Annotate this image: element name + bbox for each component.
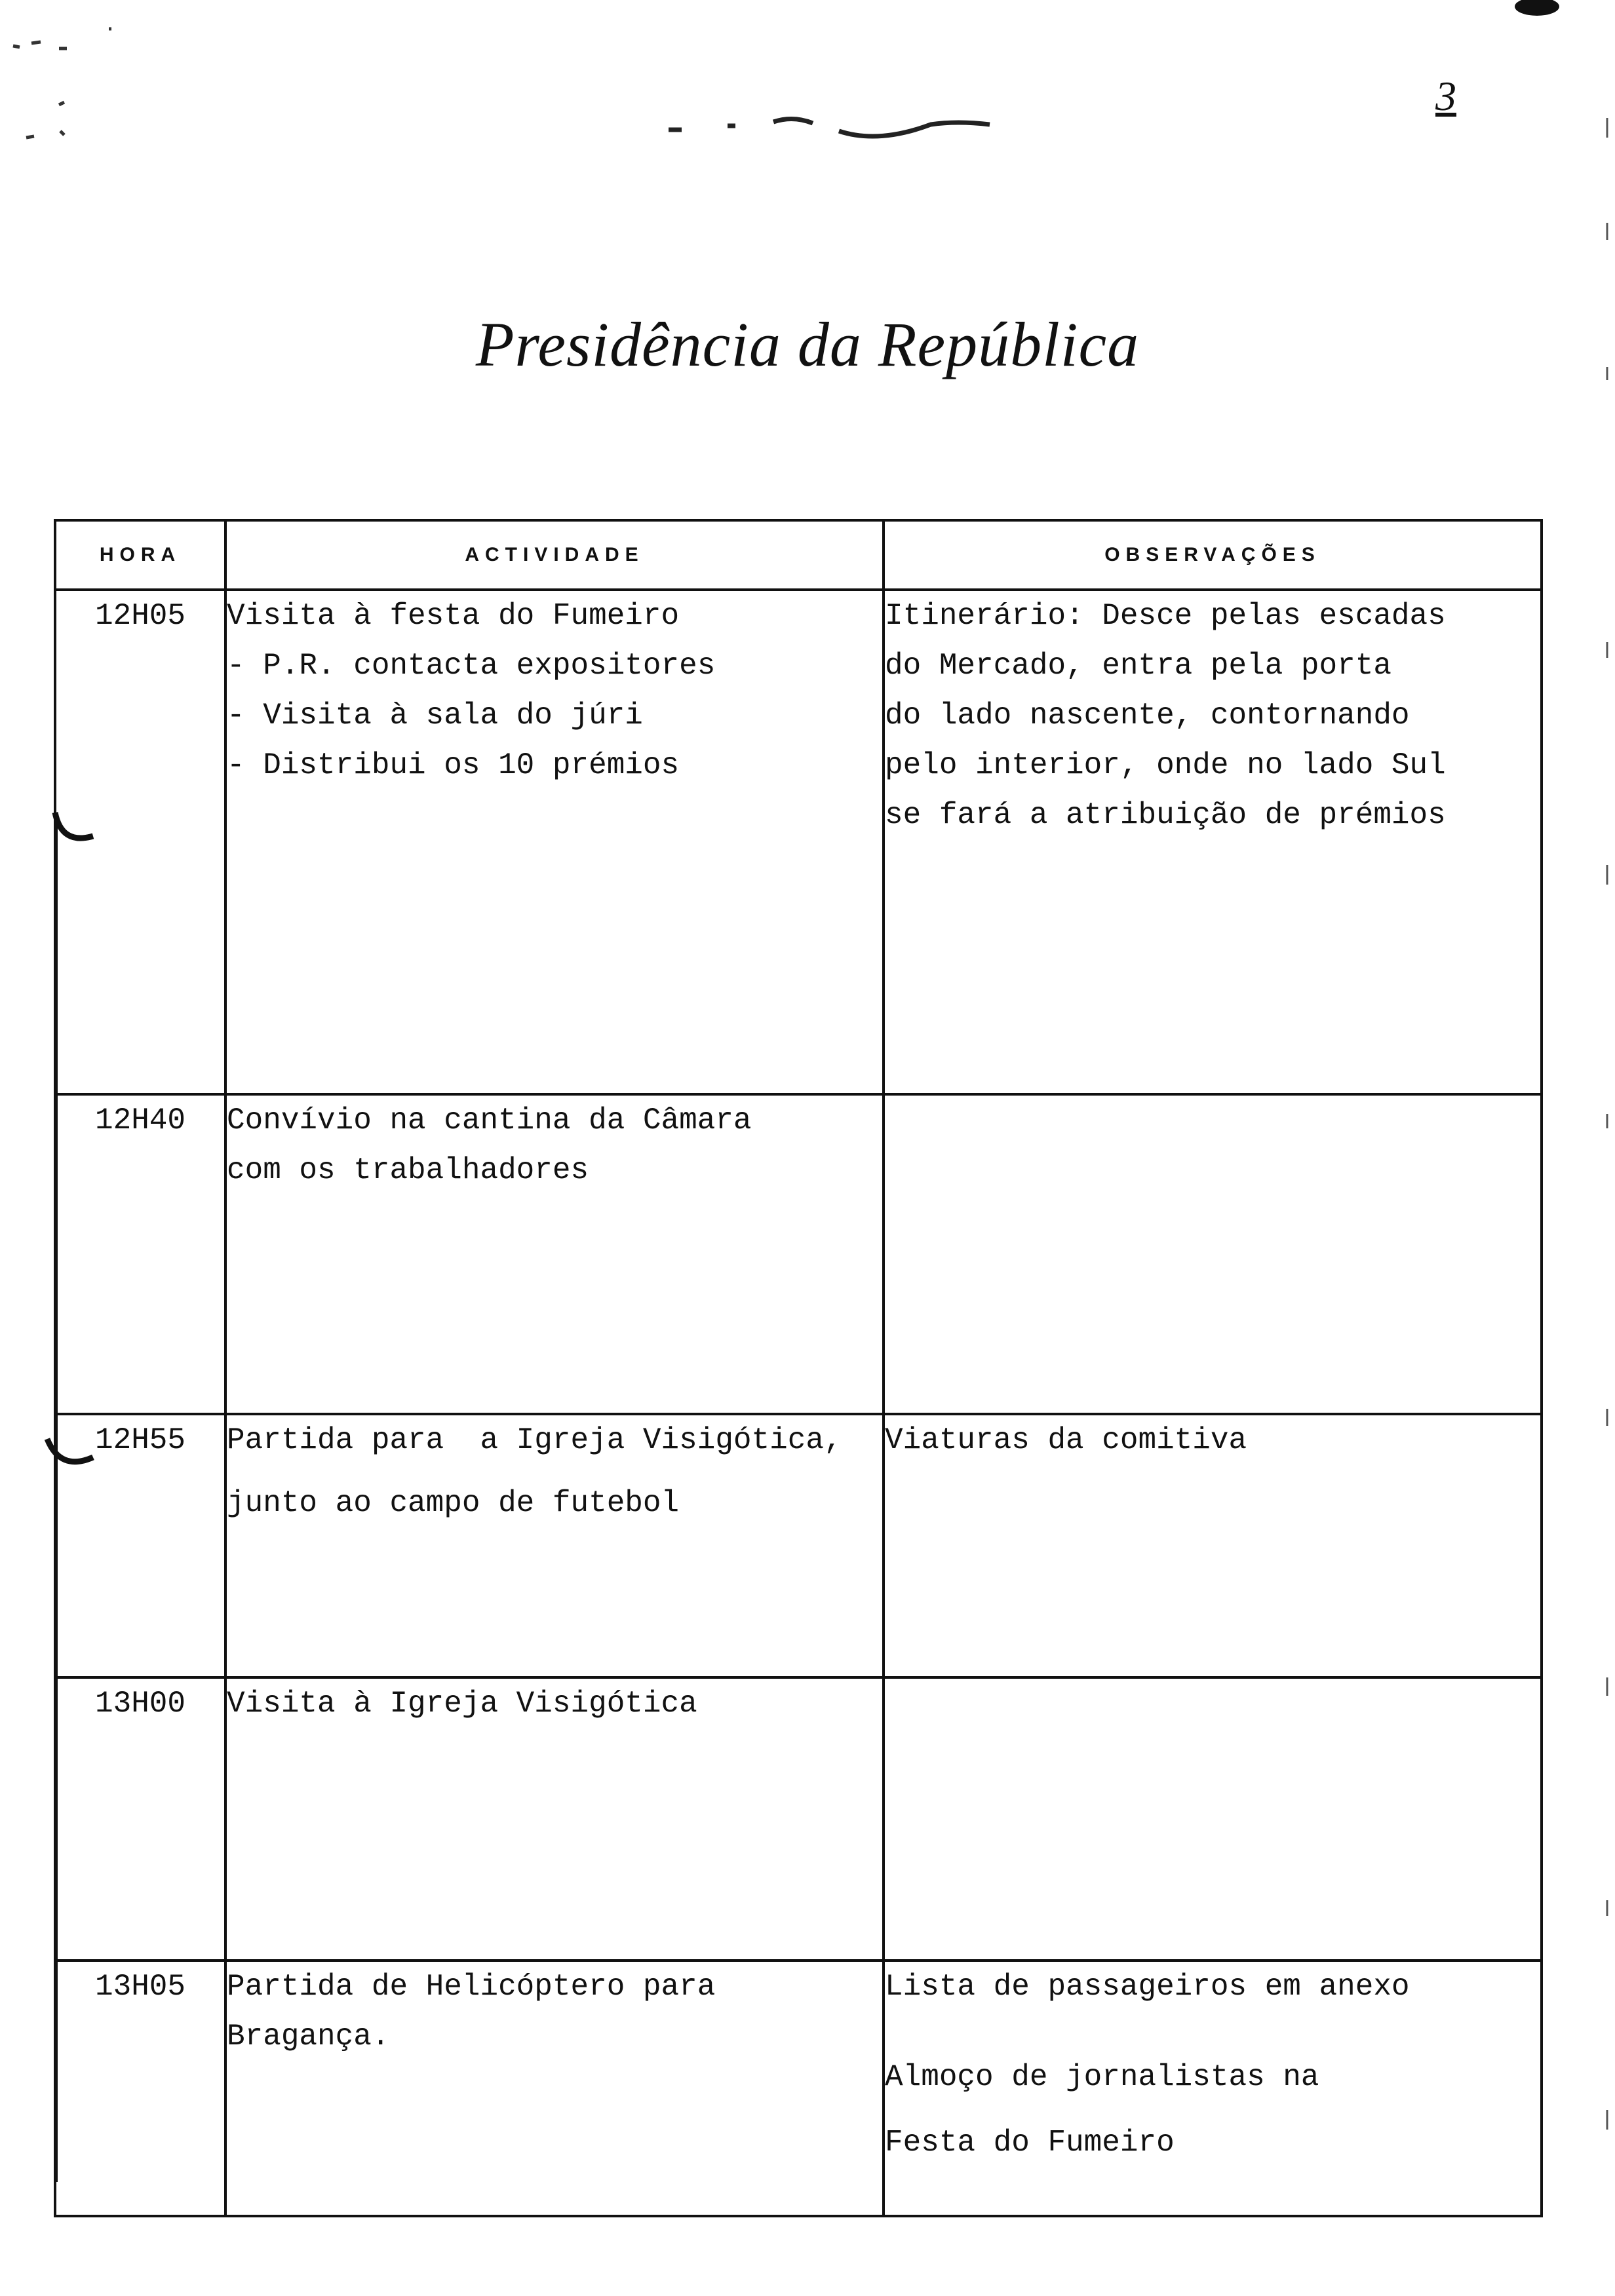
observacoes-cell [884, 590, 1542, 1094]
header-hora: HORA [55, 520, 225, 590]
actividade-line: com os trabalhadores [227, 1153, 589, 1187]
actividade-cell [225, 1414, 884, 1677]
schedule-table [54, 519, 1543, 2217]
actividade-line: Visita à festa do Fumeiro [227, 599, 680, 633]
actividade-cell [225, 1094, 884, 1414]
actividade-line: - P.R. contacta expositores [227, 649, 716, 683]
hora-cell: 12H55 [55, 1414, 225, 1677]
table-row [55, 1961, 1542, 2216]
table-row [55, 590, 1542, 1094]
table-row [55, 1414, 1542, 1677]
hora-cell: 13H00 [55, 1677, 225, 1961]
corner-ink-blot [1515, 0, 1559, 16]
actividade-line: Partida de Helicóptero para [227, 1970, 716, 2004]
observacoes-line: pelo interior, onde no lado Sul [885, 748, 1446, 782]
header-row [55, 520, 1542, 590]
table-row [55, 1094, 1542, 1414]
observacoes-line: Almoço de jornalistas na [885, 2060, 1319, 2094]
hora-cell: 13H05 [55, 1961, 225, 2216]
top-left-specks [13, 29, 111, 138]
observacoes-cell [884, 1414, 1542, 1677]
actividade-line: - Distribui os 10 prémios [227, 748, 680, 782]
observacoes-line: Festa do Fumeiro [885, 2126, 1175, 2160]
observacoes-line: se fará a atribuição de prémios [885, 798, 1446, 832]
table-row [55, 1677, 1542, 1961]
header-actividade: ACTIVIDADE [225, 520, 884, 590]
observacoes-cell [884, 1677, 1542, 1961]
actividade-line: Bragança. [227, 2019, 390, 2054]
smudge-top [669, 119, 990, 136]
header-observacoes: OBSERVAÇÕES [884, 520, 1542, 590]
actividade-line: Convívio na cantina da Câmara [227, 1103, 752, 1138]
letterhead: Presidência da República [475, 309, 1140, 379]
actividade-cell [225, 1961, 884, 2216]
observacoes-line: Lista de passageiros em anexo [885, 1970, 1410, 2004]
actividade-line: junto ao campo de futebol [227, 1486, 680, 1520]
observacoes-line: Viaturas da comitiva [885, 1423, 1247, 1457]
page-number: 3 [1435, 73, 1456, 119]
hora-cell: 12H05 [55, 590, 225, 1094]
observacoes-line: do Mercado, entra pela porta [885, 649, 1391, 683]
hora-cell: 12H40 [55, 1094, 225, 1414]
actividade-cell [225, 1677, 884, 1961]
actividade-line: Partida para a Igreja Visigótica, [227, 1423, 842, 1457]
observacoes-cell [884, 1961, 1542, 2216]
actividade-cell [225, 590, 884, 1094]
observacoes-cell [884, 1094, 1542, 1414]
actividade-line: Visita à Igreja Visigótica [227, 1687, 697, 1721]
observacoes-line: do lado nascente, contornando [885, 698, 1410, 733]
observacoes-line: Itinerário: Desce pelas escadas [885, 599, 1446, 633]
actividade-line: - Visita à sala do júri [227, 698, 643, 733]
